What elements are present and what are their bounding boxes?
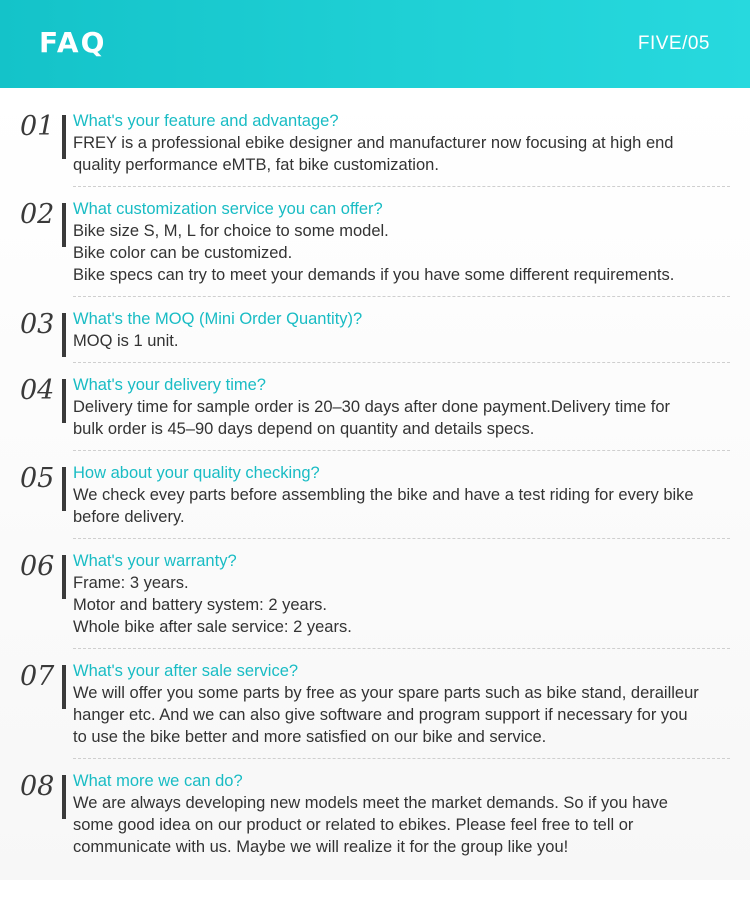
faq-answer (73, 682, 745, 748)
faq-question: What customization service you can offer? (73, 200, 383, 218)
faq-answer-line: quality performance eMTB, fat bike customization. (73, 156, 439, 174)
faq-answer (73, 484, 745, 528)
faq-number: 01 (20, 111, 55, 142)
faq-answer (73, 330, 745, 352)
faq-header-banner (0, 0, 750, 88)
faq-answer-line: We are always developing new models meet the market demands. So if you have (73, 794, 668, 812)
faq-answer-line: bulk order is 45–90 days depend on quantity and details specs. (73, 420, 535, 438)
faq-accent-bar (62, 555, 66, 599)
faq-question: What's your after sale service? (73, 662, 299, 680)
page-title: FAQ (39, 26, 107, 59)
faq-accent-bar (62, 115, 66, 159)
faq-answer-line: MOQ is 1 unit. (73, 332, 179, 350)
faq-answer-line: Bike specs can try to meet your demands if you have some different requirements. (73, 266, 675, 284)
faq-question: What's your feature and advantage? (73, 112, 339, 130)
faq-answer-line: Delivery time for sample order is 20–30 days after done payment.Delivery time for (73, 398, 671, 416)
faq-answer (73, 396, 745, 440)
faq-answer-line: hanger etc. And we can also give software and program support if necessary for you (73, 706, 688, 724)
faq-divider (73, 758, 730, 759)
faq-divider (73, 648, 730, 649)
faq-answer-line: Motor and battery system: 2 years. (73, 596, 328, 614)
faq-question: What's your delivery time? (73, 376, 266, 394)
faq-question: What more we can do? (73, 772, 243, 790)
faq-accent-bar (62, 313, 66, 357)
faq-number: 05 (20, 463, 55, 494)
faq-divider (73, 296, 730, 297)
faq-answer-line: Whole bike after sale service: 2 years. (73, 618, 352, 636)
faq-question: What's your warranty? (73, 552, 237, 570)
faq-answer-line: FREY is a professional ebike designer and manufacturer now focusing at high end (73, 134, 674, 152)
faq-number: 07 (20, 661, 55, 692)
faq-number: 06 (20, 551, 55, 582)
faq-question: How about your quality checking? (73, 464, 320, 482)
faq-divider (73, 186, 730, 187)
faq-number: 03 (20, 309, 55, 340)
faq-number: 02 (20, 199, 55, 230)
faq-list (0, 88, 750, 880)
faq-answer-line: some good idea on our product or related to ebikes. Please feel free to tell or (73, 816, 634, 834)
faq-divider (73, 450, 730, 451)
faq-answer (73, 792, 745, 858)
faq-answer-line: to use the bike better and more satisfied on our bike and service. (73, 728, 547, 746)
faq-answer (73, 572, 745, 638)
faq-accent-bar (62, 775, 66, 819)
faq-answer-line: Bike size S, M, L for choice to some model. (73, 222, 389, 240)
faq-answer-line: We will offer you some parts by free as your spare parts such as bike stand, derailleur (73, 684, 699, 702)
faq-accent-bar (62, 665, 66, 709)
faq-accent-bar (62, 203, 66, 247)
faq-answer-line: before delivery. (73, 508, 185, 526)
faq-answer (73, 220, 745, 286)
page-indicator: FIVE/05 (637, 33, 710, 54)
faq-answer-line: communicate with us. Maybe we will realize it for the group like you! (73, 838, 569, 856)
faq-accent-bar (62, 379, 66, 423)
faq-answer-line: Frame: 3 years. (73, 574, 189, 592)
faq-number: 04 (20, 375, 55, 406)
faq-divider (73, 538, 730, 539)
faq-number: 08 (20, 771, 55, 802)
faq-answer (73, 132, 745, 176)
faq-answer-line: We check evey parts before assembling the bike and have a test riding for every bike (73, 486, 694, 504)
faq-accent-bar (62, 467, 66, 511)
faq-question: What's the MOQ (Mini Order Quantity)? (73, 310, 363, 328)
faq-divider (73, 362, 730, 363)
faq-answer-line: Bike color can be customized. (73, 244, 293, 262)
